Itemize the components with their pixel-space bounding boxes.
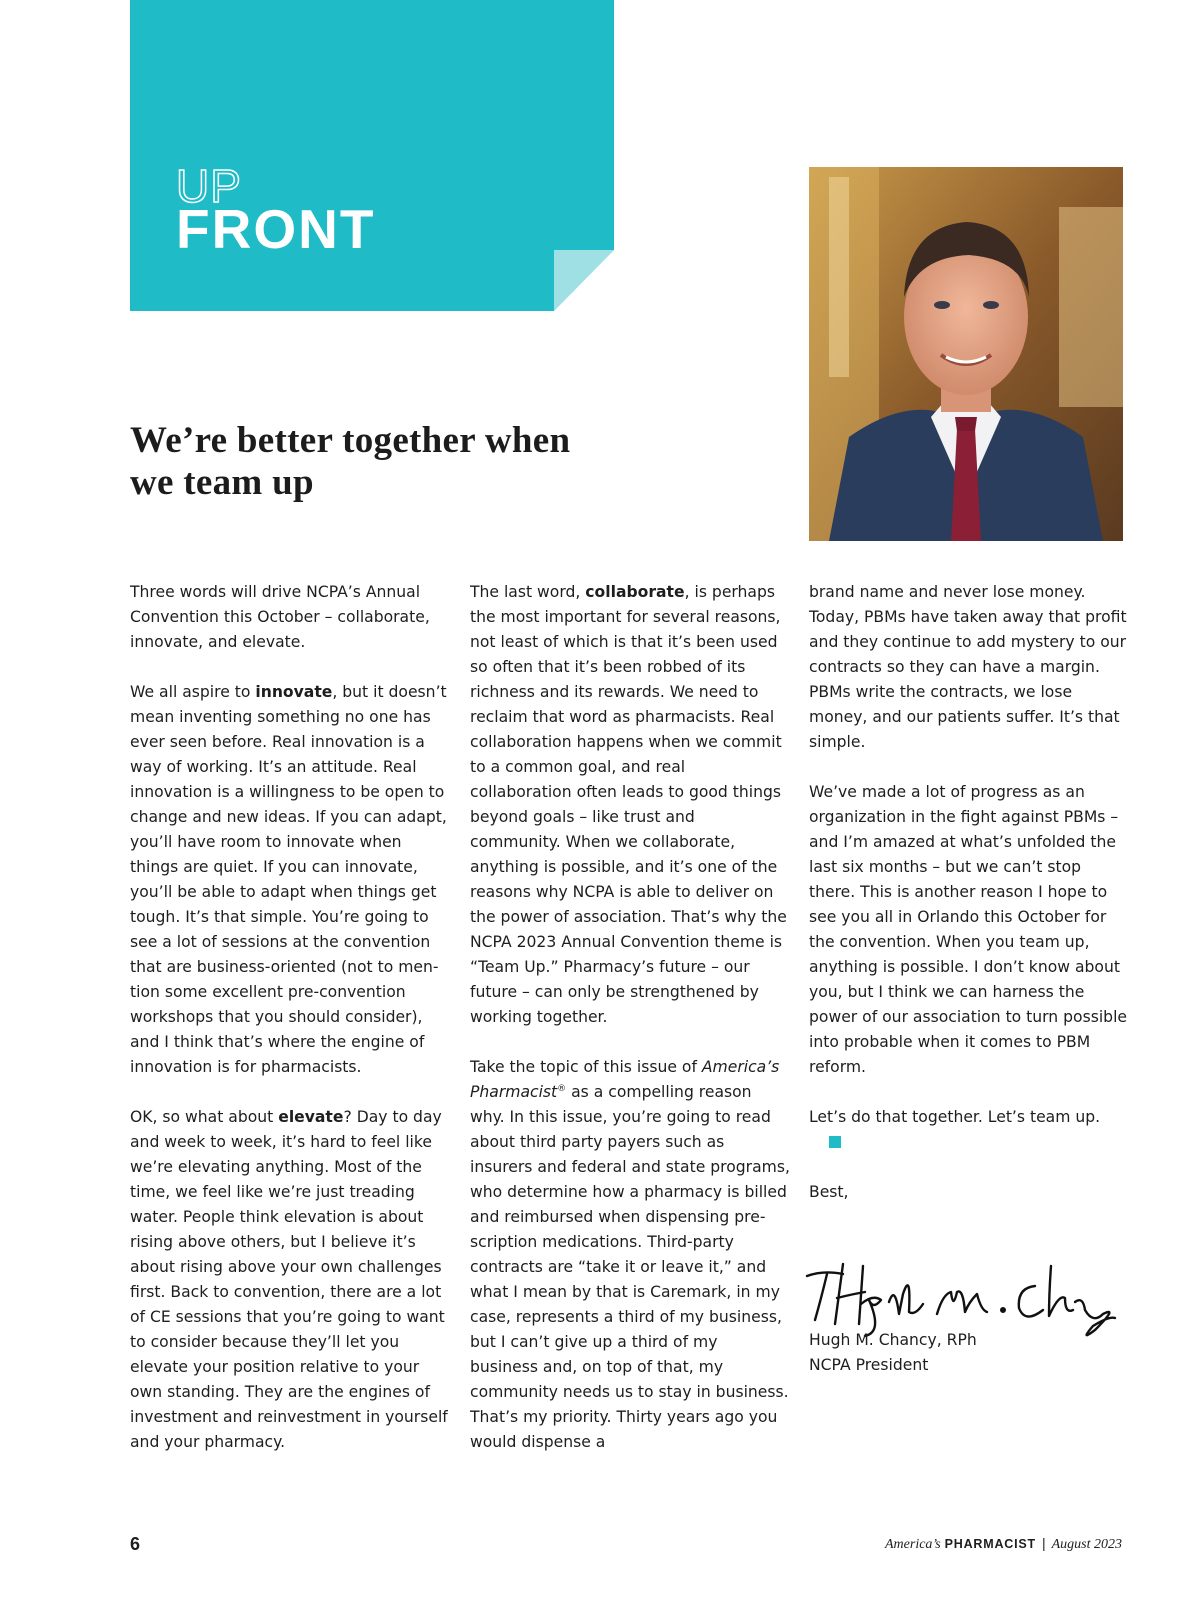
section-label-up: UP	[176, 160, 242, 212]
footer-separator: |	[1041, 1535, 1046, 1551]
paragraph: Three words will drive NCPA’s Annual Convention this October – collaborate, innovate, and elevate.	[130, 583, 430, 651]
registered-mark: ®	[557, 1084, 567, 1094]
sign-off: Best,	[809, 1183, 849, 1201]
signer-name: Hugh M. Chancy, RPh	[809, 1331, 977, 1349]
page-fold-corner	[554, 250, 614, 311]
article-column-2	[470, 580, 790, 1480]
author-portrait	[809, 167, 1123, 541]
article-headline: We’re better together when we team up	[130, 420, 571, 503]
end-mark-icon	[829, 1136, 841, 1148]
handwritten-signature	[803, 1254, 1121, 1338]
paragraph: OK, so what about elevate? Day to day and week to week, it’s hard to feel like we’re elevating anything. Most of the time, we feel like we’re just treading water. People think elevation is about rising above others, but I believe it’s about rising above your own challenges first. Back to convention, there are a lot of CE sessions that you’re going to want to consider because they’ll let you elevate your position relative to your own standing. They are the engines of investment and reinvestment in yourself and your pharmacy.	[130, 1108, 448, 1451]
paragraph: We all aspire to innovate, but it doesn’t mean inventing something no one has ever seen before. Real innovation is a way of working. It’s an attitude. Real innovation is a willingness to be open to change and new ideas. If you can adapt, you’ll have room to innovate when things are quiet. If you can innovate, you’ll be able to adapt when things get tough. It’s that simple. You’re going to see a lot of sessions at the convention that are business-oriented (not to mention some excellent pre-convention workshops that you should consider), and I think that’s where the engine of innovation is for pharmacists.	[130, 683, 447, 1076]
paragraph: Let’s do that together. Let’s team up.	[809, 1105, 1129, 1155]
paragraph: Take the topic of this issue of America’s Pharmacist® as a compelling reason why. In this issue, you’re going to read about third party payers such as insurers and federal and state programs, who determine how a pharmacy is billed and reimbursed when dispensing prescription medications. Third-party contracts are “take it or leave it,” and what I mean by that is Caremark, in my case, represents a third of my business, but I can’t give up a third of my business and, on top of that, my community needs us to stay in business. That’s my priority. Thirty years ago you would dispense a	[470, 1058, 790, 1451]
paragraph: We’ve made a lot of progress as an organization in the fight against PBMs – and I’m amazed at what’s unfolded the last six months – but we can’t stop there. This is another reason I hope to see you all in Orlando this October for the convention. When you team up, anything is possible. I don’t know about you, but I think we can harness the power of our association to turn possible into probable when it comes to PBM reform.	[809, 783, 1127, 1076]
publication-footer	[885, 1535, 1122, 1553]
section-banner	[130, 0, 614, 311]
article-column-1	[130, 580, 450, 1480]
footer-pub-bold: PHARMACIST	[944, 1537, 1036, 1551]
paragraph: brand name and never lose money. Today, PBMs have taken away that profit and they continue to add mystery to our contracts so they can have a margin. PBMs write the contracts, we lose money, and our patients suffer. It’s that simple.	[809, 583, 1127, 751]
keyword-innovate: innovate	[255, 683, 333, 701]
article-column-3	[809, 580, 1129, 1230]
paragraph: The last word, collaborate, is perhaps the most important for several reasons, not least of which is that it’s been used so often that it’s been robbed of its richness and its rewards. We need to reclaim that word as pharmacists. Real collaboration happens when we commit to a common goal, and real collaboration often leads to good things beyond goals – like trust and community. When we collaborate, anything is possible, and it’s one of the reasons why NCPA is able to deliver on the power of association. That’s why the NCPA 2023 Annual Convention theme is “Team Up.” Pharmacy’s future – our future – can only be strengthened by working together.	[470, 583, 787, 1026]
keyword-collaborate: collaborate	[585, 583, 685, 601]
signer-title: NCPA President	[809, 1356, 929, 1374]
footer-issue-date: August 2023	[1051, 1537, 1122, 1552]
keyword-elevate: elevate	[278, 1108, 344, 1126]
footer-pub-italic: America’s	[885, 1537, 941, 1552]
publication-name: America’s Pharmacist	[470, 1058, 780, 1101]
page-number: 6	[130, 1534, 141, 1554]
section-label-front: FRONT	[176, 198, 376, 260]
